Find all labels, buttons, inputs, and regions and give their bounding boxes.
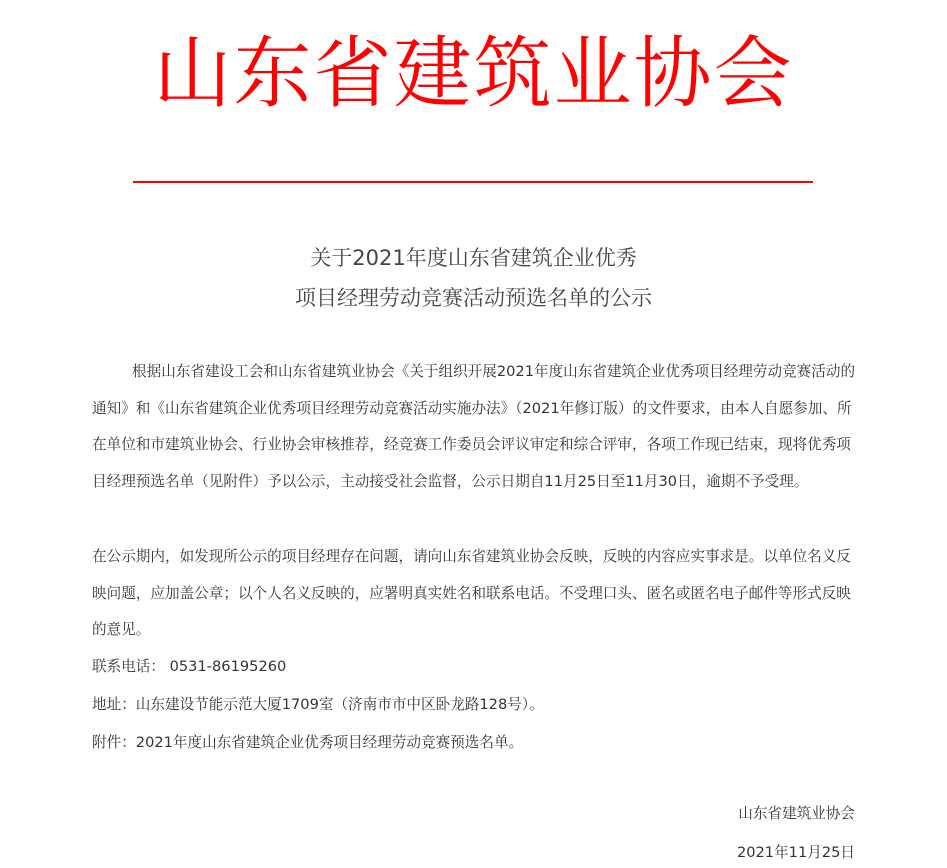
notice-paragraph-announcement: 根据山东省建设工会和山东省建筑业协会《关于组织开展2021年度山东省建筑企业优秀项目经理劳动竞赛活动的通知》和《山东省建筑企业优秀项目经理劳动竞赛活动实施办法》（2021年修订版）的文件要求，由本人自愿参加、所在单位和市建筑业协会、行业协会审核推荐，经竞赛工作委员会评议审定和综合评审，各项工作现已结束，现将优秀项目经理预选名单（见附件）予以公示，主动接受社会监督，公示日期自11月25日至11月30日，逾期不予受理。 xyxy=(92,363,856,490)
attachment-note: 附件：2021年度山东省建筑企业优秀项目经理劳动竞赛预选名单。 xyxy=(92,734,524,751)
signature-organization: 山东省建筑业协会 xyxy=(738,805,855,822)
contact-phone: 联系电话： 0531-86195260 xyxy=(92,658,287,675)
notice-title-line-1: 关于2021年度山东省建筑企业优秀 xyxy=(310,246,637,270)
notice-paragraph-complaints: 在公示期内，如发现所公示的项目经理存在问题，请向山东省建筑业协会反映，反映的内容应实事求是。以单位名义反映问题，应加盖公章；以个人名义反映的，应署明真实姓名和联系电话。不受理口头、匿名或匿名电子邮件等形式反映的意见。 xyxy=(92,548,851,638)
signature-date: 2021年11月25日 xyxy=(736,844,855,861)
address: 地址：山东建设节能示范大厦1709室（济南市市中区卧龙路128号）。 xyxy=(92,696,544,713)
notice-title-line-2: 项目经理劳动竞赛活动预选名单的公示 xyxy=(295,286,652,310)
red-divider-line xyxy=(133,181,813,183)
organization-header: 山东省建筑业协会 xyxy=(153,29,794,119)
